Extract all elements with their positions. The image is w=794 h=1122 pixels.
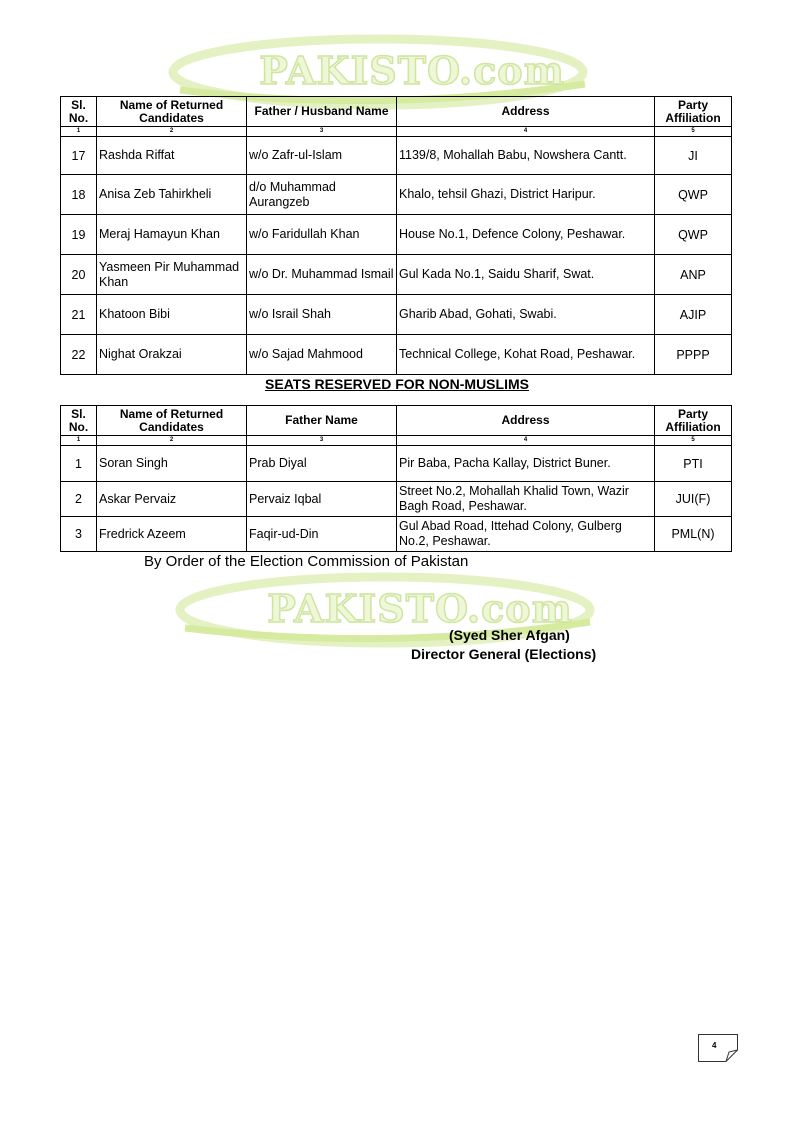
table-header-row bbox=[61, 406, 732, 436]
table-row bbox=[61, 137, 732, 175]
cell-party: QWP bbox=[655, 215, 732, 255]
returned-candidates-table bbox=[60, 96, 732, 375]
cell-father: d/o Muhammad Aurangzeb bbox=[247, 175, 397, 215]
header-address: Address bbox=[397, 97, 655, 127]
column-number-row bbox=[61, 436, 732, 446]
col-number: 5 bbox=[655, 436, 732, 446]
cell-sl: 21 bbox=[61, 295, 97, 335]
page-number: 4 bbox=[712, 1041, 717, 1050]
header-address: Address bbox=[397, 406, 655, 436]
cell-name: Anisa Zeb Tahirkheli bbox=[97, 175, 247, 215]
cell-name: Nighat Orakzai bbox=[97, 335, 247, 375]
cell-address: Gul Kada No.1, Saidu Sharif, Swat. bbox=[397, 255, 655, 295]
cell-address: Gharib Abad, Gohati, Swabi. bbox=[397, 295, 655, 335]
header-sl-no: Sl. No. bbox=[61, 406, 97, 436]
watermark-text: PAKISTO.com bbox=[267, 586, 573, 631]
cell-address: Street No.2, Mohallah Khalid Town, Wazir Bagh Road, Peshawar. bbox=[397, 482, 655, 517]
cell-sl: 19 bbox=[61, 215, 97, 255]
table-row bbox=[61, 335, 732, 375]
header-name: Name of Returned Candidates bbox=[97, 97, 247, 127]
cell-party: JUI(F) bbox=[655, 482, 732, 517]
cell-father: Faqir-ud-Din bbox=[247, 517, 397, 552]
column-number-row bbox=[61, 127, 732, 137]
cell-sl: 2 bbox=[61, 482, 97, 517]
cell-party: PPPP bbox=[655, 335, 732, 375]
col-number: 3 bbox=[247, 127, 397, 137]
signatory-name: (Syed Sher Afgan) bbox=[449, 627, 570, 643]
col-number: 5 bbox=[655, 127, 732, 137]
cell-party: AJIP bbox=[655, 295, 732, 335]
cell-address: 1139/8, Mohallah Babu, Nowshera Cantt. bbox=[397, 137, 655, 175]
header-party: Party Affiliation bbox=[655, 406, 732, 436]
cell-father: w/o Sajad Mahmood bbox=[247, 335, 397, 375]
cell-sl: 22 bbox=[61, 335, 97, 375]
col-number: 2 bbox=[97, 436, 247, 446]
cell-sl: 20 bbox=[61, 255, 97, 295]
cell-sl: 1 bbox=[61, 446, 97, 482]
cell-sl: 17 bbox=[61, 137, 97, 175]
page-number-tag bbox=[698, 1034, 738, 1062]
cell-name: Rashda Riffat bbox=[97, 137, 247, 175]
cell-party: ANP bbox=[655, 255, 732, 295]
cell-name: Meraj Hamayun Khan bbox=[97, 215, 247, 255]
cell-name: Askar Pervaiz bbox=[97, 482, 247, 517]
col-number: 4 bbox=[397, 127, 655, 137]
cell-sl: 18 bbox=[61, 175, 97, 215]
signatory-title: Director General (Elections) bbox=[411, 646, 597, 662]
table-row bbox=[61, 482, 732, 517]
table-row bbox=[61, 517, 732, 552]
cell-address: Gul Abad Road, Ittehad Colony, Gulberg No.2, Peshawar. bbox=[397, 517, 655, 552]
watermark-text: PAKISTO.com bbox=[259, 48, 565, 93]
cell-address: Khalo, tehsil Ghazi, District Haripur. bbox=[397, 175, 655, 215]
cell-party: PML(N) bbox=[655, 517, 732, 552]
cell-address: Technical College, Kohat Road, Peshawar. bbox=[397, 335, 655, 375]
cell-party: QWP bbox=[655, 175, 732, 215]
cell-name: Khatoon Bibi bbox=[97, 295, 247, 335]
order-statement: By Order of the Election Commission of Pakistan bbox=[144, 553, 469, 570]
cell-party: JI bbox=[655, 137, 732, 175]
cell-address: House No.1, Defence Colony, Peshawar. bbox=[397, 215, 655, 255]
cell-father: w/o Dr. Muhammad Ismail bbox=[247, 255, 397, 295]
header-father: Father / Husband Name bbox=[247, 97, 397, 127]
table-header-row bbox=[61, 97, 732, 127]
table-row bbox=[61, 255, 732, 295]
non-muslim-seats-table bbox=[60, 405, 732, 552]
table-row bbox=[61, 446, 732, 482]
cell-address: Pir Baba, Pacha Kallay, District Buner. bbox=[397, 446, 655, 482]
header-father: Father Name bbox=[247, 406, 397, 436]
cell-name: Soran Singh bbox=[97, 446, 247, 482]
header-party: Party Affiliation bbox=[655, 97, 732, 127]
table-row bbox=[61, 175, 732, 215]
col-number: 3 bbox=[247, 436, 397, 446]
col-number: 4 bbox=[397, 436, 655, 446]
table-row bbox=[61, 215, 732, 255]
cell-sl: 3 bbox=[61, 517, 97, 552]
cell-name: Fredrick Azeem bbox=[97, 517, 247, 552]
cell-father: Prab Diyal bbox=[247, 446, 397, 482]
col-number: 1 bbox=[61, 436, 97, 446]
header-name: Name of Returned Candidates bbox=[97, 406, 247, 436]
section-title: SEATS RESERVED FOR NON-MUSLIMS bbox=[265, 376, 529, 392]
cell-father: w/o Israil Shah bbox=[247, 295, 397, 335]
cell-father: w/o Zafr-ul-Islam bbox=[247, 137, 397, 175]
cell-father: Pervaiz Iqbal bbox=[247, 482, 397, 517]
cell-party: PTI bbox=[655, 446, 732, 482]
col-number: 1 bbox=[61, 127, 97, 137]
table-row bbox=[61, 295, 732, 335]
pakisto-watermark-logo bbox=[0, 570, 794, 650]
cell-father: w/o Faridullah Khan bbox=[247, 215, 397, 255]
cell-name: Yasmeen Pir Muhammad Khan bbox=[97, 255, 247, 295]
col-number: 2 bbox=[97, 127, 247, 137]
header-sl-no: Sl. No. bbox=[61, 97, 97, 127]
